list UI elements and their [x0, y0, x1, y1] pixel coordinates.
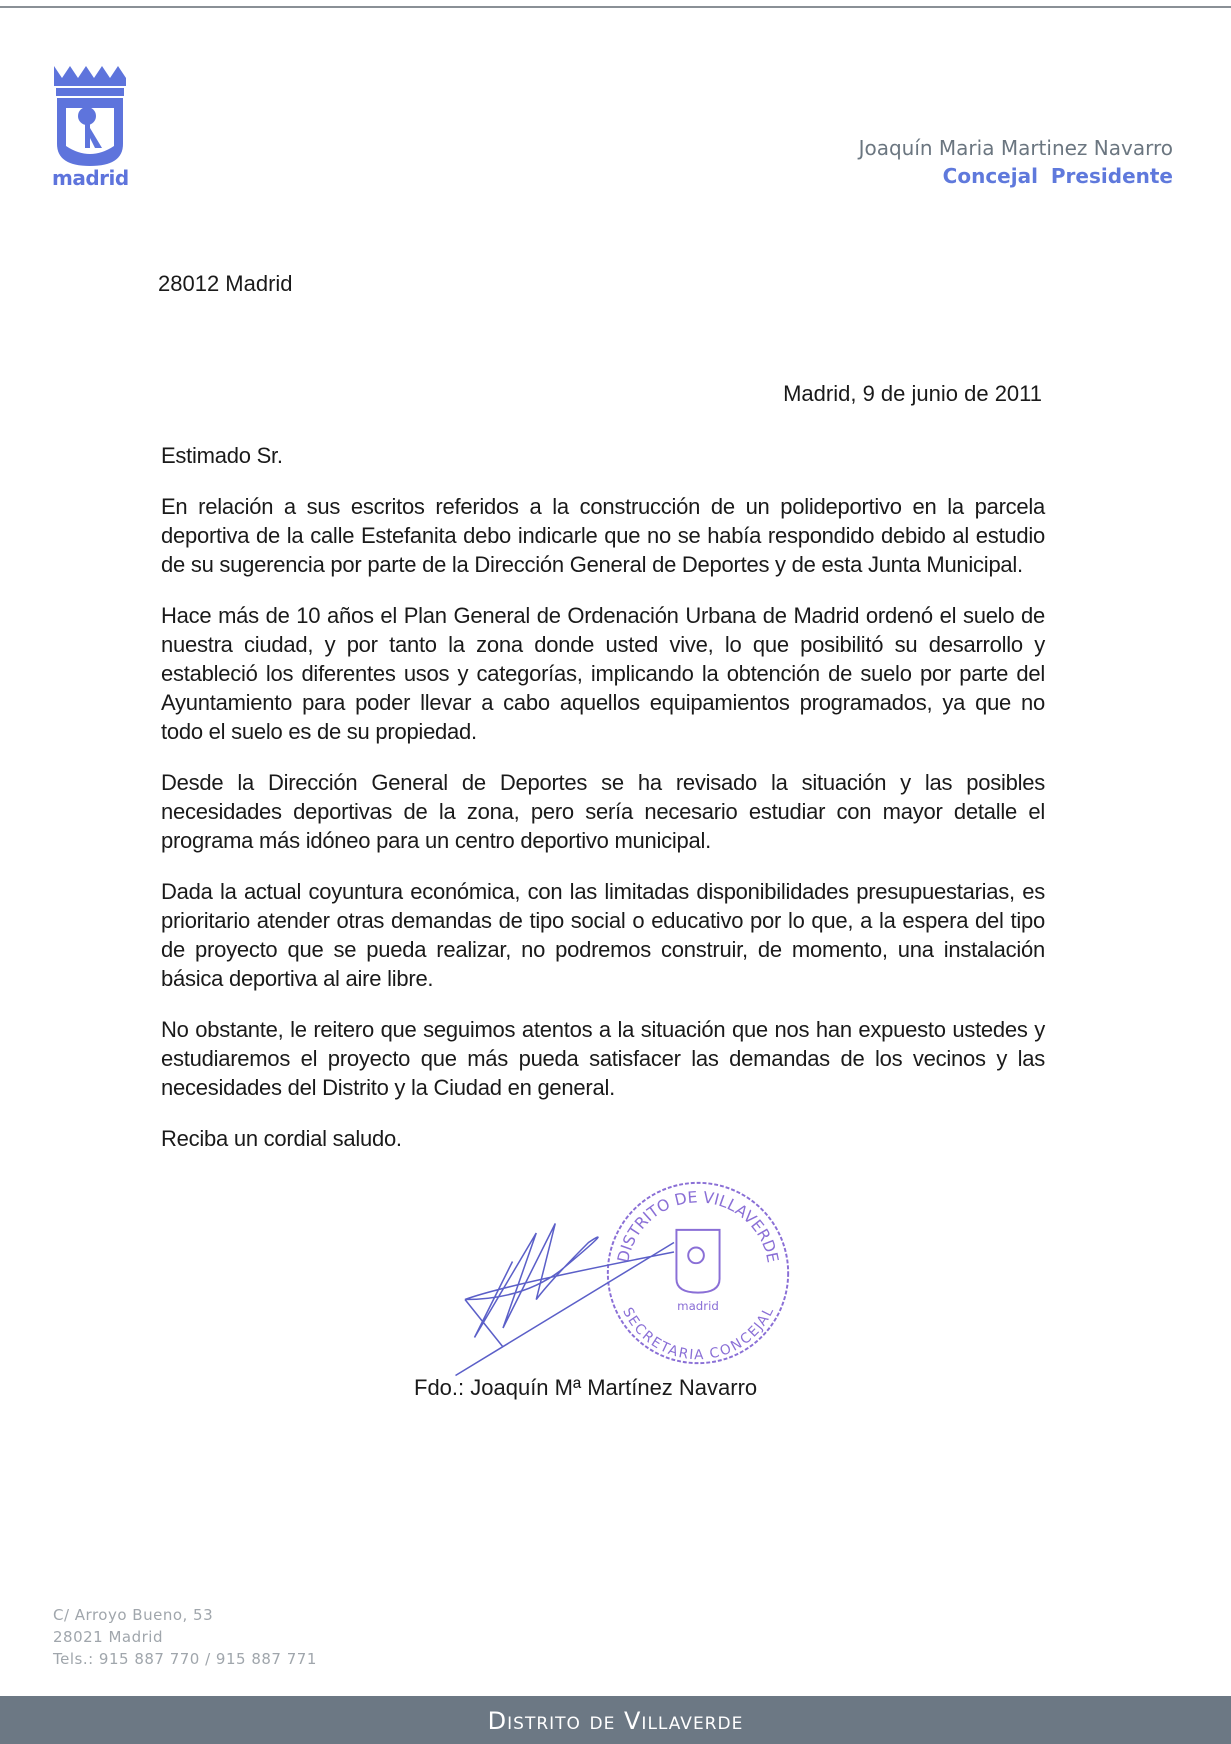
signature-block	[161, 1175, 1045, 1405]
sender-name: Joaquín Maria Martinez Navarro	[858, 136, 1173, 160]
date-line: Madrid, 9 de junio de 2011	[783, 381, 1042, 406]
paragraph-2: Hace más de 10 años el Plan General de Ordenación Urbana de Madrid ordenó el suelo de nuestra ciudad, y por tanto la zona donde usted vive, lo que posibilitó su desarrollo y estableció los diferentes usos y categorías, implicando la obtención de suelo por parte del Ayuntamiento para poder llevar a cabo aquellos equipamientos programados, ya que no todo el suelo es de su propiedad.	[161, 603, 1045, 744]
salutation: Estimado Sr.	[161, 443, 283, 468]
paragraph-1: En relación a sus escritos referidos a la construcción de un polideportivo en la parcela deportiva de la calle Estefanita debo indicarle que no se había respondido debido al estudio de su sugerencia por parte de la Dirección General de Deportes y de esta Junta Municipal.	[161, 494, 1045, 577]
paragraph-5: No obstante, le reitero que seguimos atentos a la situación que nos han expuesto ustedes y estudiaremos el proyecto que más pueda satisfacer las demandas de los vecinos y las necesidades del Distrito y la Ciudad en general.	[161, 1017, 1045, 1100]
madrid-coat-of-arms-logo	[52, 64, 128, 168]
district-name: Distrito de Villaverde	[487, 1707, 744, 1735]
footer-band	[0, 1696, 1231, 1744]
paragraph-4: Dada la actual coyuntura económica, con las limitadas disponibilidades presupuestarias, es prioritario atender otras demandas de tipo social o educativo por lo que, a la espera del tipo de proyecto que se pueda realizar, no podremos construir, de momento, una instalación básica deportiva al aire libre.	[161, 879, 1045, 991]
footer-address-line2: 28021 Madrid	[53, 1628, 163, 1646]
top-edge-line	[0, 6, 1231, 8]
paragraph-3: Desde la Dirección General de Deportes se ha revisado la situación y las posibles necesidades deportivas de la zona, pero sería necesario estudiar con mayor detalle el programa más idóneo para un centro deportivo municipal.	[161, 770, 1045, 853]
footer-phones: Tels.: 915 887 770 / 915 887 771	[53, 1650, 317, 1668]
handwritten-signature	[440, 1195, 680, 1385]
stamp-center-text: madrid	[677, 1299, 719, 1314]
sender-role: Concejal Presidente	[942, 164, 1173, 188]
signature-line: Fdo.: Joaquín Mª Martínez Navarro	[414, 1375, 758, 1400]
recipient-address: 28012 Madrid	[158, 271, 293, 296]
footer-address-line1: C/ Arroyo Bueno, 53	[53, 1606, 214, 1624]
stamp-bottom-text: SECRETARIA CONCEJAL	[619, 1305, 777, 1364]
logo-text: madrid	[52, 166, 129, 190]
closing: Reciba un cordial saludo.	[161, 1126, 402, 1151]
letter-body	[161, 441, 1045, 1405]
stamp-top-text: DISTRITO DE VILLAVERDE	[613, 1187, 783, 1265]
